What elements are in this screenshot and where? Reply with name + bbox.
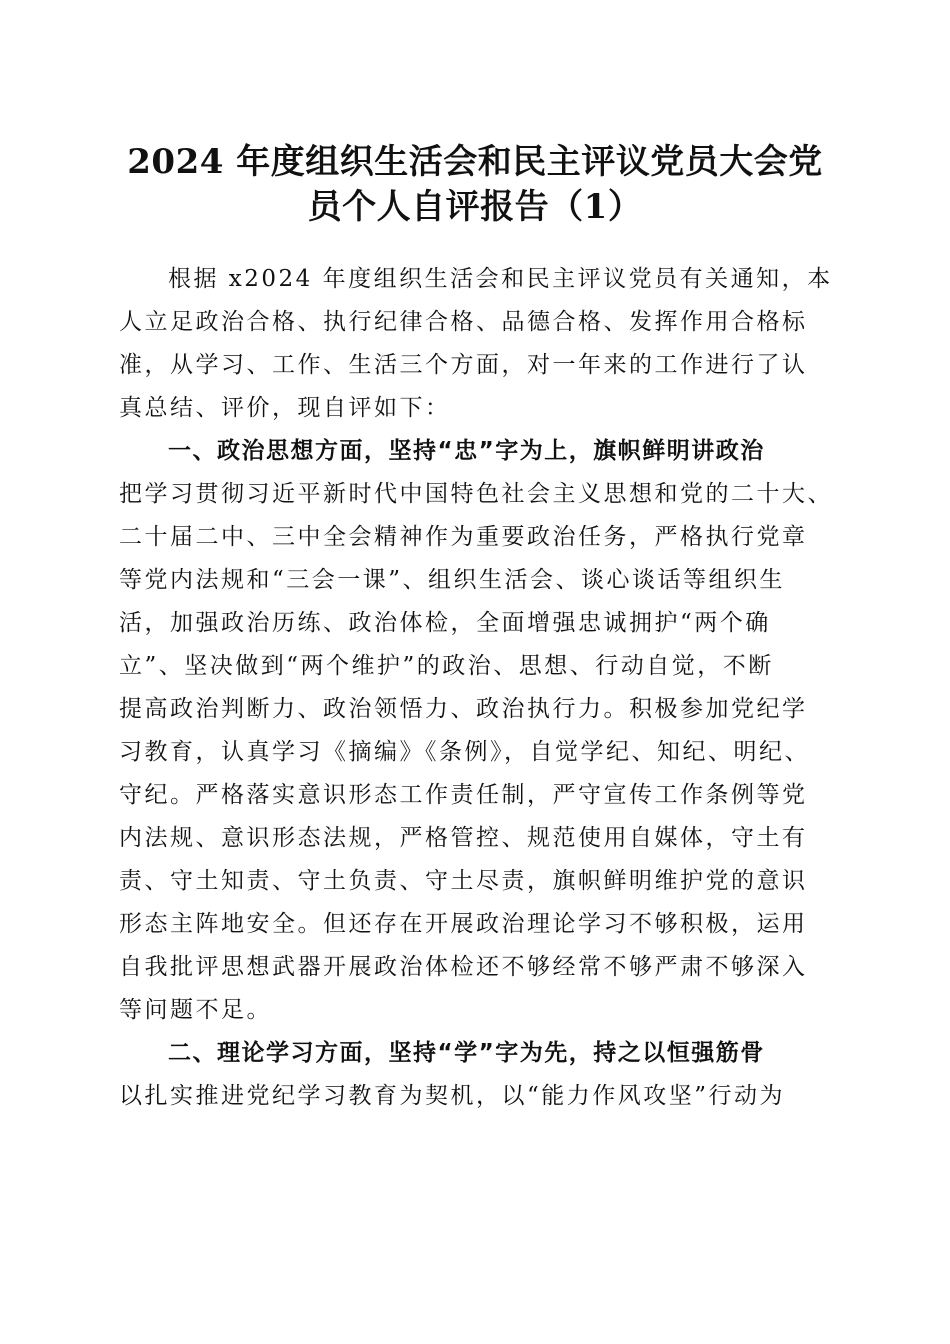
- title-line-1: 2024 年度组织生活会和民主评议党员大会党: [127, 142, 823, 182]
- section-2: [119, 1032, 831, 1118]
- section-1-line: 内法规、意识形态法规，严格管控、规范使用自媒体，守土有: [119, 825, 808, 851]
- section-1-line: 责、守土知责、守土负责、守土尽责，旗帜鲜明维护党的意识: [119, 868, 808, 894]
- intro-line: 准，从学习、工作、生活三个方面，对一年来的工作进行了认: [119, 352, 808, 378]
- intro-line: 真总结、评价，现自评如下：: [119, 395, 451, 421]
- section-1-line: 提高政治判断力、政治领悟力、政治执行力。积极参加党纪学: [119, 696, 808, 722]
- title-line-2: 员个人自评报告（1）: [307, 187, 643, 227]
- section-1-line: 等党内法规和“三会一课”、组织生活会、谈心谈话等组织生: [119, 567, 786, 593]
- intro-line: 人立足政治合格、执行纪律合格、品德合格、发挥作用合格标: [119, 309, 808, 335]
- section-2-heading: 二、理论学习方面，坚持“学”字为先，持之以恒强筋骨: [168, 1040, 765, 1066]
- section-1-line: 立”、坚决做到“两个维护”的政治、思想、行动自觉，不断: [119, 653, 774, 679]
- section-2-line: 以扎实推进党纪学习教育为契机，以“能力作风攻坚”行动为: [119, 1083, 786, 1109]
- section-1-line: 把学习贯彻习近平新时代中国特色社会主义思想和党的二十大、: [119, 481, 833, 507]
- section-1: [119, 430, 831, 1032]
- document-body: [119, 258, 831, 1118]
- section-1-line: 二十届二中、三中全会精神作为重要政治任务，严格执行党章: [119, 524, 808, 550]
- section-1-heading: 一、政治思想方面，坚持“忠”字为上，旗帜鲜明讲政治: [168, 438, 765, 464]
- section-1-line: 形态主阵地安全。但还存在开展政治理论学习不够积极，运用: [119, 911, 808, 937]
- section-1-line: 自我批评思想武器开展政治体检还不够经常不够严肃不够深入: [119, 954, 808, 980]
- section-1-line: 等问题不足。: [119, 997, 272, 1023]
- section-1-line: 活，加强政治历练、政治体检，全面增强忠诚拥护“两个确: [119, 610, 771, 636]
- intro-line: 根据 x2024 年度组织生活会和民主评议党员有关通知，本: [168, 266, 833, 292]
- intro-paragraph: [119, 258, 831, 430]
- document-title: [100, 140, 850, 230]
- section-1-line: 习教育，认真学习《摘编》《条例》，自觉学纪、知纪、明纪、: [119, 739, 810, 765]
- section-1-line: 守纪。严格落实意识形态工作责任制，严守宣传工作条例等党: [119, 782, 808, 808]
